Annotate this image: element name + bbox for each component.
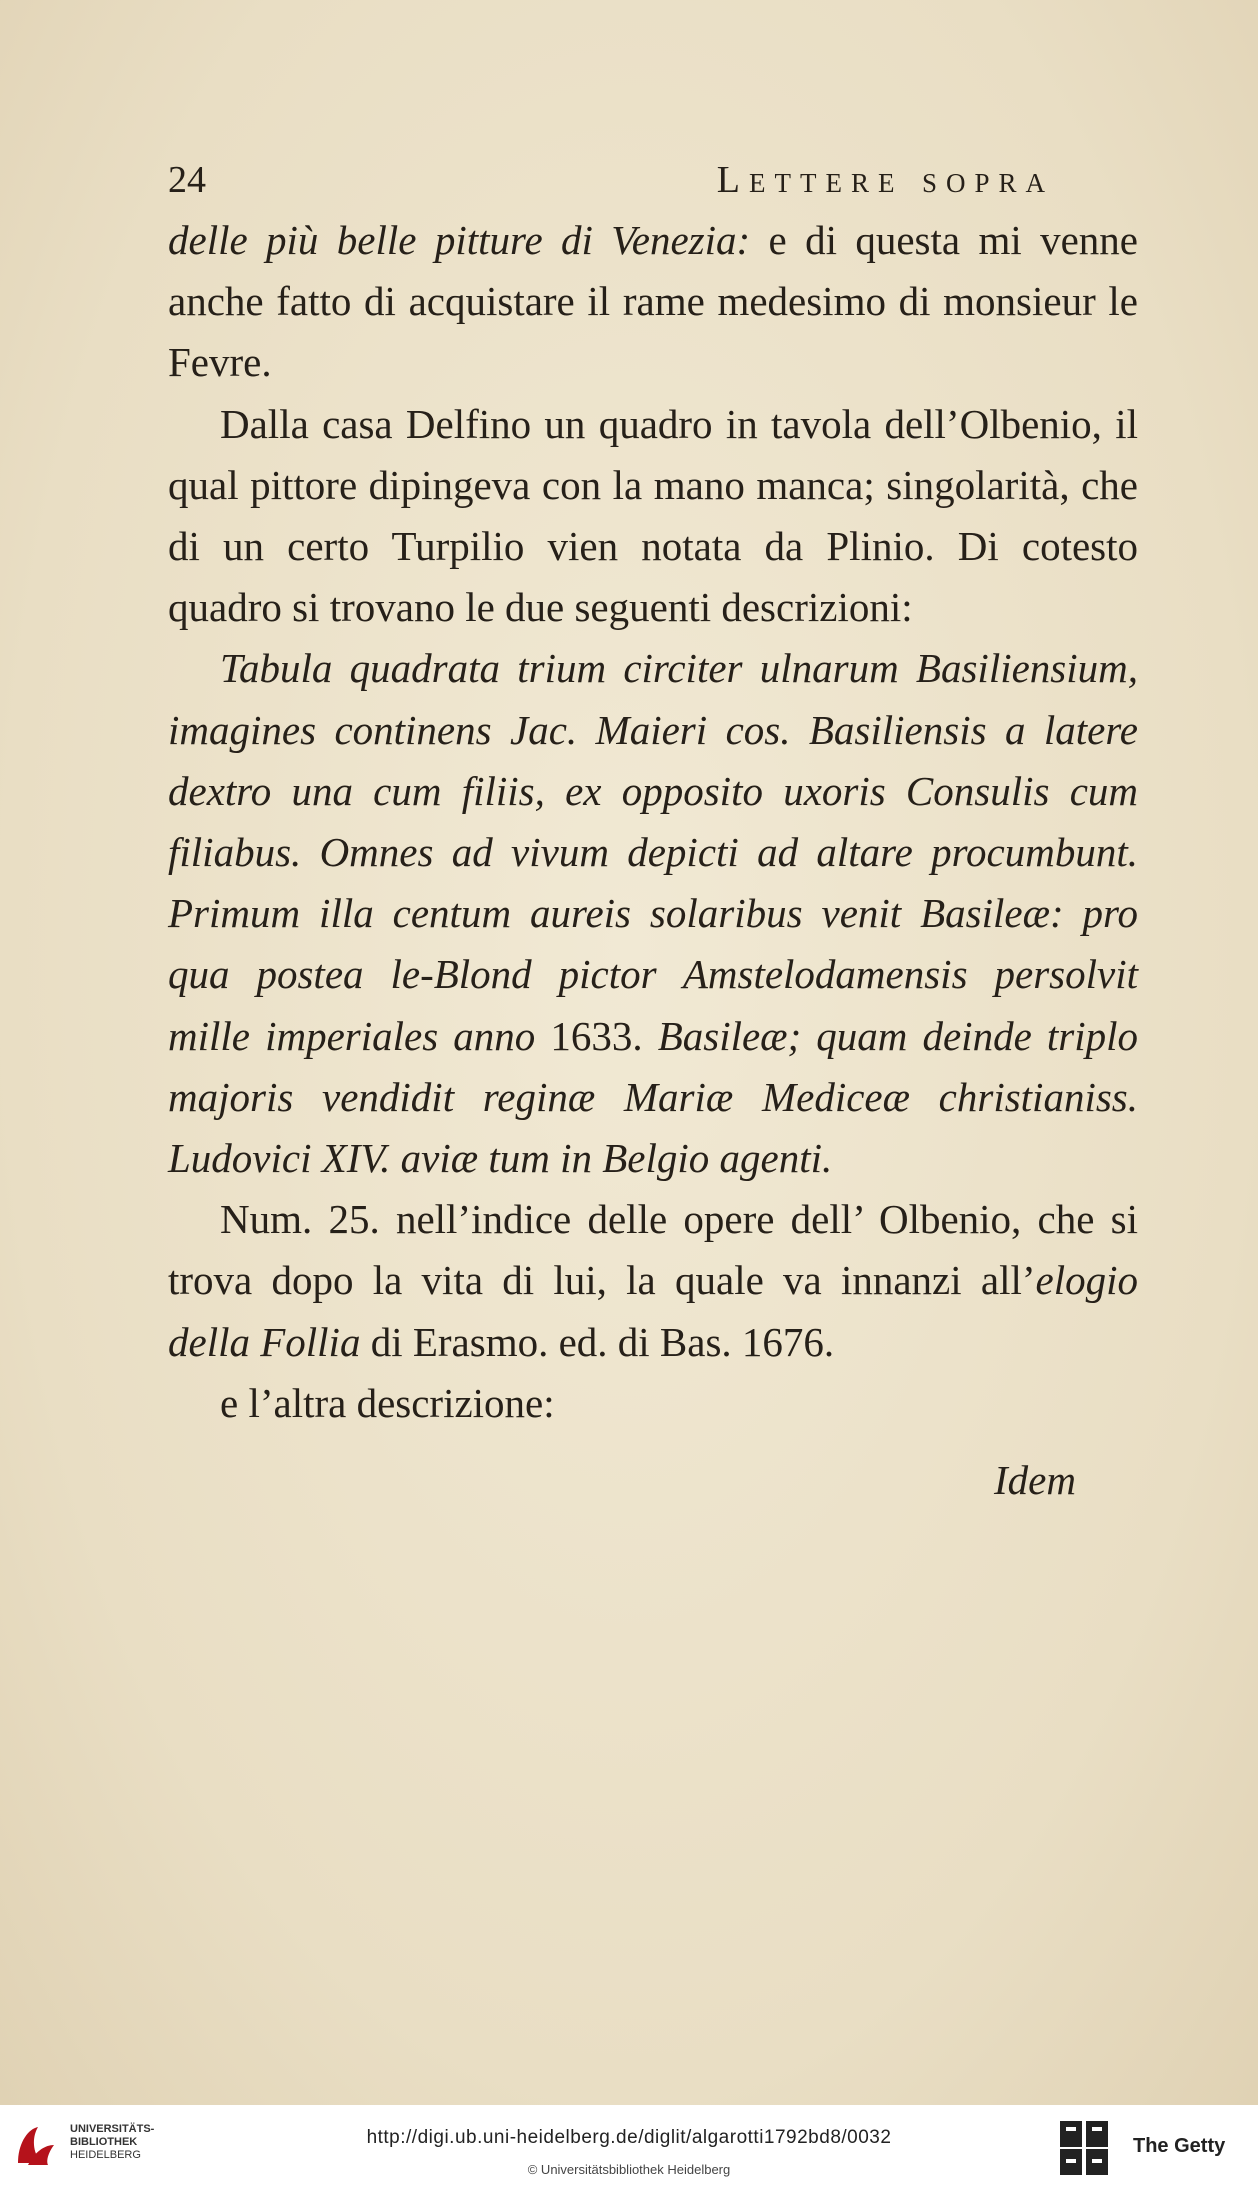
ub-line: BIBLIOTHEK: [70, 2136, 138, 2148]
page-number: 24: [168, 159, 206, 201]
text-run: e l’altra descrizione:: [220, 1379, 555, 1426]
paragraph-1: [168, 210, 1138, 394]
running-title: Lettere sopra: [716, 159, 1054, 201]
ub-line: UNIVERSITÄTS-: [70, 2123, 155, 2135]
text-run: delle più belle pitture di Venezia:: [168, 217, 751, 263]
ub-line: HEIDELBERG: [70, 2149, 141, 2161]
page-url-link[interactable]: http://digi.ub.uni-heidelberg.de/diglit/algarotti1792bd8/0032: [366, 2127, 892, 2148]
getty-logo-icon: [1058, 2119, 1110, 2177]
latin-description: [168, 638, 1138, 1189]
page-header: [168, 150, 1138, 210]
text-run: Tabula quadrata trium circiter ulnarum Basiliensium, imagines continens Jac. Maieri cos. Basiliensis a latere dextro una cum filiis, ex opposito uxoris Consulis cum filiabus. Omnes ad vivum depicti ad altare procumbunt. Primum illa centum aureis solaribus venit Basileæ: pro qua postea le-Blond pictor Amstelodamensis persolvit mille imperiales anno: [168, 645, 1138, 1059]
text-run: Num. 25. nell’indice delle opere dell’ Olbenio, che si trova dopo la vita di lui, la quale va innanzi all’: [168, 1196, 1138, 1304]
text-run: 1633.: [535, 1012, 658, 1059]
paragraph-5: [168, 1373, 1138, 1434]
text-run: e di questa mi venne anche fatto di acquistare il rame medesimo di monsieur le Fevre.: [168, 217, 1139, 386]
paragraph-4: [168, 1189, 1138, 1373]
getty-label: The Getty: [1133, 2135, 1226, 2157]
text-run: Basileæ; quam deinde triplo majoris vendidit reginæ Mariæ Mediceæ christianiss. Ludovici XIV. aviæ tum in Belgio agenti.: [168, 1012, 1138, 1182]
copyright-notice: © Universitätsbibliothek Heidelberg: [527, 2162, 731, 2177]
catchword: Idem: [994, 1457, 1076, 1504]
text-run: Dalla casa Delfino un quadro in tavola dell’Olbenio, il qual pittore dipingeva con la mano manca; singolarità, che di un certo Turpilio vien notata da Plinio. Di cotesto quadro si trovano le due seguenti descrizioni:: [168, 400, 1138, 631]
text-run: di Erasmo. ed. di Bas. 1676.: [360, 1318, 835, 1365]
viewer-footer: [0, 2105, 1258, 2193]
paragraph-2: [168, 394, 1138, 639]
text-run: elogio della Follia: [168, 1257, 1138, 1365]
page-content: [168, 150, 1138, 1511]
